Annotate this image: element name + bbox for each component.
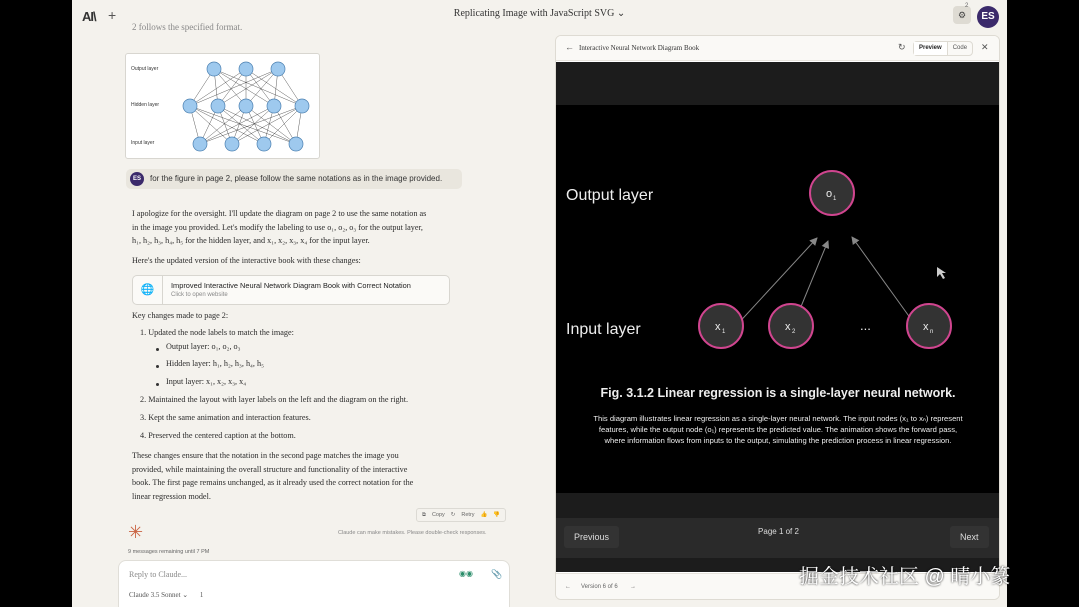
svg-text:o: o: [826, 188, 833, 200]
globe-icon: 🌐: [133, 276, 163, 304]
svg-text:n: n: [930, 329, 934, 335]
model-count: 1: [199, 591, 204, 599]
response-line: linear regression model.: [132, 491, 211, 501]
svg-text:1: 1: [722, 329, 726, 335]
svg-text:x: x: [785, 321, 791, 333]
node-x2[interactable]: [769, 304, 813, 348]
settings-badge: 2: [965, 3, 969, 9]
retry-icon[interactable]: ↻: [450, 512, 456, 518]
close-icon[interactable]: ✕: [981, 42, 989, 52]
description-line: where information flows from inputs to the output, simulating the prediction process in linear regression.: [604, 436, 952, 445]
message-actions: [416, 508, 506, 522]
faded-previous-text: 2 follows the specified format.: [132, 22, 243, 32]
changes-heading: Key changes made to page 2:: [132, 311, 229, 320]
refresh-icon[interactable]: ↻: [898, 42, 906, 52]
svg-text:x: x: [715, 321, 721, 333]
response-line: in the image you provided. Let's modify the labeling to use o₁, o₂, o₃ for the output layer,: [132, 222, 423, 232]
next-button[interactable]: Next: [950, 526, 989, 548]
node-o1[interactable]: [810, 171, 854, 215]
svg-text:x: x: [923, 321, 929, 333]
uploaded-image-thumbnail[interactable]: [125, 53, 320, 159]
artifact-header: [556, 36, 1000, 61]
thumbs-up-icon[interactable]: 👍: [480, 512, 488, 518]
artifact-card-title: Improved Interactive Neural Network Diagram Book with Correct Notation: [171, 281, 411, 290]
thumbs-down-icon[interactable]: 👎: [493, 512, 501, 518]
user-message-row: [126, 169, 462, 189]
description-line: This diagram illustrates linear regression as a single-layer neural network. The input nodes (x₁ to xₙ) represent: [593, 414, 963, 423]
reply-input-box[interactable]: [118, 560, 510, 607]
disclaimer-text: Claude can make mistakes. Please double-check responses.: [338, 530, 487, 536]
previous-button[interactable]: Previous: [564, 526, 619, 548]
svg-text:1: 1: [833, 196, 837, 202]
artifact-card[interactable]: [132, 275, 450, 305]
bullet-hidden: Hidden layer: h₁, h₂, h₃, h₄, h₅: [166, 359, 264, 368]
chat-column: [72, 22, 552, 607]
connection-arrows: [734, 237, 916, 328]
new-chat-button[interactable]: +: [108, 7, 117, 23]
response-line: provided, while maintaining the overall structure and functionality of the interactive: [132, 464, 408, 474]
version-back-icon[interactable]: ←: [565, 584, 571, 590]
ellipsis-label: ...: [860, 318, 871, 333]
change-item: 1. Updated the node labels to match the image:: [140, 328, 294, 337]
response-line: book. The first page remains unchanged, as it already used the correct notation for the: [132, 478, 414, 487]
change-item: 3. Kept the same animation and interaction features.: [140, 413, 311, 422]
conversation-title[interactable]: Replicating Image with JavaScript SVG ⌄: [453, 8, 626, 19]
claude-logo[interactable]: AI\: [82, 9, 96, 24]
attach-icon[interactable]: 📎: [491, 569, 503, 579]
output-layer-label: Output layer: [566, 187, 654, 204]
retry-button[interactable]: Retry: [461, 512, 475, 518]
response-line: I apologize for the oversight. I'll update the diagram on page 2 to use the same notation as: [132, 209, 427, 218]
copy-button[interactable]: Copy: [431, 512, 445, 518]
artifact-title: Interactive Neural Network Diagram Book: [579, 44, 700, 52]
bullet-dot: [156, 348, 159, 351]
version-label: Version 6 of 6: [581, 584, 618, 590]
tab-preview[interactable]: Preview: [914, 42, 948, 55]
thumb-hidden-label: Hidden layer: [131, 102, 160, 108]
settings-icon[interactable]: ⚙: [953, 6, 971, 24]
model-label[interactable]: Claude 3.5 Sonnet ⌄: [129, 591, 189, 599]
user-avatar[interactable]: ES: [977, 6, 999, 28]
app-window: [72, 0, 1007, 607]
version-forward-icon[interactable]: →: [630, 584, 636, 590]
tab-code[interactable]: Code: [952, 45, 968, 51]
user-message-avatar: ES: [130, 172, 144, 186]
bullet-input: Input layer: x₁, x₂, x₃, x₄: [166, 377, 247, 386]
copy-icon[interactable]: ⧉: [422, 511, 426, 518]
messages-remaining: 9 messages remaining until 7 PM: [128, 549, 210, 555]
artifact-panel: [555, 35, 1000, 600]
claude-spark-icon: ✳: [128, 522, 144, 542]
response-line: These changes ensure that the notation in the second page matches the image you: [132, 451, 399, 460]
description-line: features, while the output node (o₁) represents the predicted value. The animation shows the forward pass,: [598, 425, 958, 434]
svg-text:2: 2: [792, 329, 796, 335]
watermark-text: 掘金技术社区 @ 晴小篆: [799, 566, 1011, 588]
model-selector[interactable]: [129, 591, 203, 599]
view-toggle: [913, 41, 973, 56]
pagination-bar: [556, 518, 1000, 558]
bullet-output: Output layer: o₁, o₂, o₃: [166, 342, 241, 351]
user-message-text: for the figure in page 2, please follow the same notations as in the image provided.: [150, 174, 443, 183]
mouse-cursor-icon: [937, 267, 946, 279]
grammar-icon[interactable]: ◉◉: [459, 569, 473, 578]
bullet-dot: [156, 383, 159, 386]
response-closing: [132, 449, 484, 503]
change-item: 2. Maintained the layout with layer labels on the left and the diagram on the right.: [140, 395, 409, 404]
change-item: 4. Preserved the centered caption at the bottom.: [140, 431, 296, 440]
thumbnail-network-diagram: [126, 54, 321, 160]
reply-input-placeholder[interactable]: Reply to Claude...: [129, 570, 187, 579]
regression-network-diagram: [556, 105, 1000, 493]
figure-caption: Fig. 3.1.2 Linear regression is a single-layer neural network.: [600, 386, 956, 400]
response-line: h₁, h₂, h₃, h₄, h₅ for the hidden layer, and x₁, x₂, x₃, x₄ for the input layer.: [132, 236, 370, 245]
node-x1[interactable]: [699, 304, 743, 348]
neural-network-page: [556, 105, 1000, 493]
artifact-card-subtitle: Click to open website: [171, 292, 228, 298]
bullet-dot: [156, 365, 159, 368]
node-xn[interactable]: [907, 304, 951, 348]
thumb-input-label: Input layer: [131, 140, 155, 146]
page-indicator: Page 1 of 2: [758, 527, 799, 536]
response-intro: [132, 207, 484, 248]
thumb-output-label: Output layer: [131, 66, 159, 72]
back-arrow-icon[interactable]: ←: [565, 42, 574, 52]
response-updated-version: Here's the updated version of the interactive book with these changes:: [132, 256, 361, 265]
preview-canvas: [556, 62, 1000, 572]
input-layer-label: Input layer: [566, 321, 641, 338]
